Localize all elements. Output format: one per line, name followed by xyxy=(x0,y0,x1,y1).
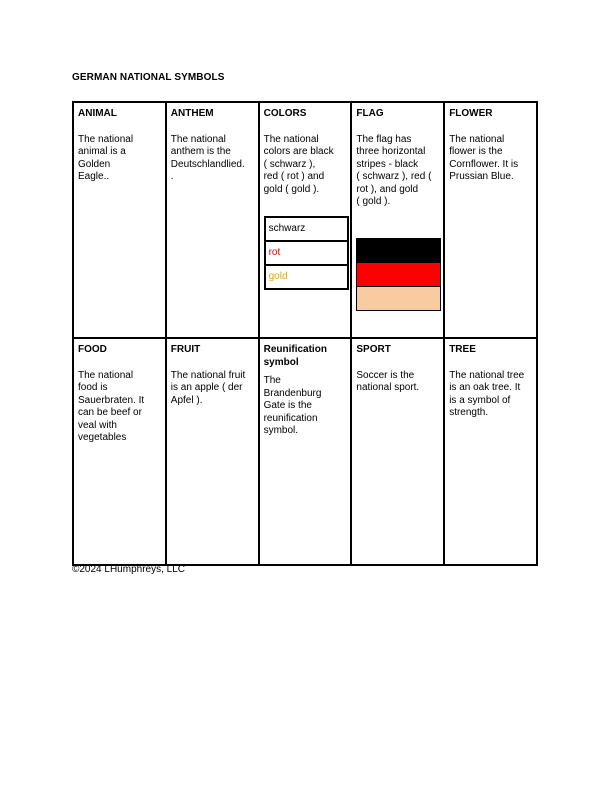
cell-anthem xyxy=(166,102,259,338)
copyright-footer: ©2024 LHumphreys, LLC xyxy=(72,564,185,575)
cell-text: The national animal is a Golden Eagle.. xyxy=(78,133,134,182)
cell-title: FOOD xyxy=(78,344,107,355)
color-word-schwarz: schwarz xyxy=(266,218,347,242)
flag-stripe-gold xyxy=(357,286,440,310)
cell-title: ANIMAL xyxy=(78,108,117,119)
cell-text: The national flower is the Cornflower. It is Prussian Blue. xyxy=(449,133,519,182)
cell-flower xyxy=(444,102,537,338)
flag-stripe-red xyxy=(357,262,440,286)
cell-title: FLOWER xyxy=(449,108,493,119)
cell-title: FRUIT xyxy=(170,344,201,355)
table-row xyxy=(73,102,537,338)
cell-colors xyxy=(259,102,352,338)
cell-title: TREE xyxy=(449,344,476,355)
cell-title: COLORS xyxy=(263,108,307,119)
cell-title: SPORT xyxy=(356,344,391,355)
cell-text: The national colors are black ( schwarz ), red ( rot ) and gold ( gold ). xyxy=(263,133,334,195)
cell-animal xyxy=(73,102,166,338)
cell-reunification xyxy=(259,338,352,565)
cell-text: The national anthem is the Deutschlandlied. . xyxy=(170,133,245,182)
color-word-rot: rot xyxy=(266,242,347,266)
cell-food xyxy=(73,338,166,565)
cell-flag xyxy=(351,102,444,338)
cell-sport xyxy=(351,338,444,565)
cell-tree xyxy=(444,338,537,565)
color-word-box xyxy=(264,216,349,290)
cell-title: FLAG xyxy=(356,108,384,119)
flag-stripe-black xyxy=(357,239,440,262)
color-word-gold: gold xyxy=(268,271,288,282)
cell-text: Soccer is the national sport. xyxy=(356,369,420,393)
cell-text: The national fruit is an apple ( der Apfel ). xyxy=(170,369,246,406)
cell-text: The national tree is an oak tree. It is a symbol of strength. xyxy=(449,369,525,418)
german-flag xyxy=(356,238,441,311)
cell-title: ANTHEM xyxy=(170,108,214,119)
cell-fruit xyxy=(166,338,259,565)
cell-text: The flag has three horizontal stripes - black ( schwarz ), red ( rot ), and gold ( gold ). xyxy=(356,133,432,207)
cell-text: The Brandenburg Gate is the reunification symbol. xyxy=(263,375,322,436)
page-title: GERMAN NATIONAL SYMBOLS xyxy=(72,72,225,83)
cell-title: Reunification symbol xyxy=(263,344,327,368)
symbols-table xyxy=(72,101,538,566)
cell-text: The national food is Sauerbraten. It can be beef or veal with vegetables xyxy=(78,369,145,443)
table-row xyxy=(73,338,537,565)
